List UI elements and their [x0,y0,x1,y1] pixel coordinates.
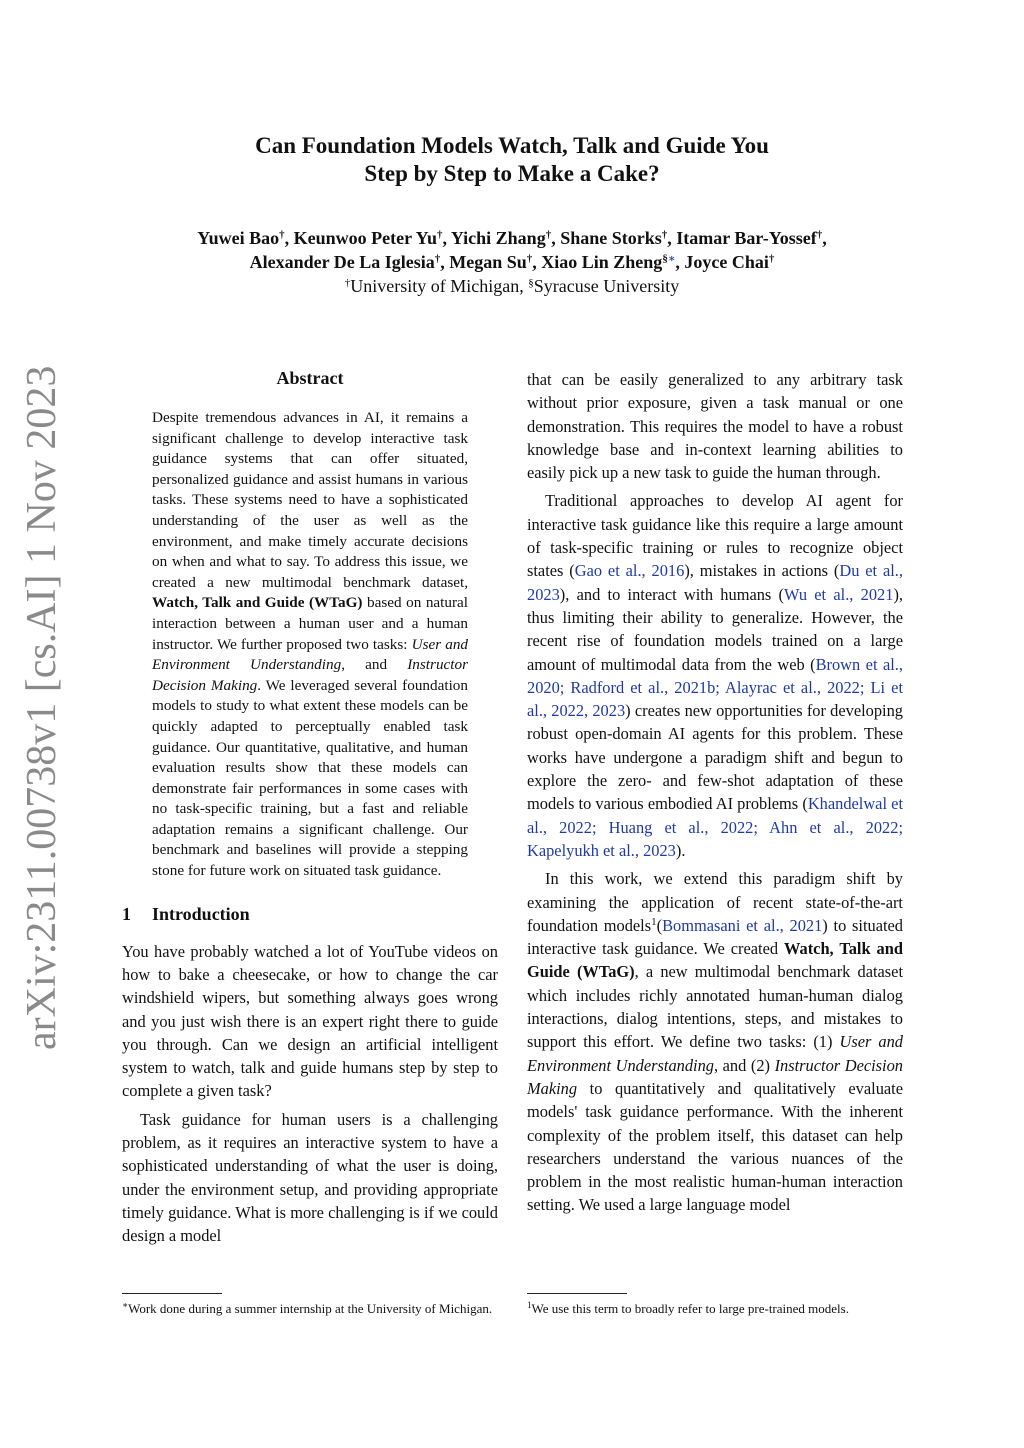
footnote-left [122,1293,498,1317]
author-name: Joyce Chai [684,252,769,272]
paragraph-text: In this work, we extend this paradigm shift by examining the application of recent state-of-the-art foundation models [527,869,903,935]
title-line-2: Step by Step to Make a Cake? [364,161,660,186]
section-heading-introduction [122,902,498,926]
author-name: Xiao Lin Zheng [541,252,663,272]
author-name: Shane Storks [560,228,662,248]
abstract-text-part: Despite tremendous advances in AI, it remains a significant challenge to develop interactive task guidance systems that can offer situated, personalized guidance and assist humans in various tasks. These systems need to have a sophisticated understanding of the user as well as the environment, and make timely accurate decisions on when and what to say. To address this issue, we created a new multimodal benchmark dataset, [152,409,468,591]
affiliation-name: University of Michigan [350,276,520,296]
section-number: 1 [122,903,131,924]
right-column [527,368,903,1217]
task-name: User and Environment Understanding [527,1032,903,1075]
citation-link[interactable]: Khandelwal et al., 2022; Huang et al., 2022; Ahn et al., 2022; Kapelyukh et al., 2023 [527,794,903,860]
author-name: Yichi Zhang [450,228,546,248]
affiliation-mark: † [545,229,552,241]
affiliation-mark: § [528,277,534,289]
section-title: Introduction [152,903,250,924]
footnote-marker[interactable]: 1 [651,915,657,928]
abstract-heading: Abstract [276,368,344,388]
abstract-text-part: based on natural interaction between a human user and a human instructor. We further proposed two tasks: [152,594,468,653]
footnote-link[interactable]: ∗ [667,253,676,265]
footnote-text [527,1300,903,1317]
footnote-text [122,1300,498,1317]
affiliation-mark [662,253,675,265]
paragraph-text: ), mistakes in actions ( [684,561,840,581]
citation-link[interactable]: Gao et al., 2016 [574,561,685,581]
affiliation-mark: † [436,229,443,241]
footnote-mark: ∗ [122,1300,129,1310]
footnote-mark: 1 [527,1300,532,1310]
paragraph-text: ), thus limiting their ability to generalize. However, the recent rise of foundation models trained on a large amount of multimodal data from the web ( [527,584,903,674]
arxiv-identifier-stamp: arXiv:2311.00738v1 [cs.AI] 1 Nov 2023 [19,365,65,1050]
footnote-right [527,1293,903,1317]
affiliation-mark: † [279,229,285,241]
affiliation-mark: † [816,229,823,241]
title-line-1: Can Foundation Models Watch, Talk and Guide You [255,133,769,158]
paper-title [150,132,874,188]
abstract-text-part: , and [341,656,408,674]
paragraph-text: , a new multimodal benchmark dataset which includes richly annotated human-human dialog interactions, dialog intentions, steps, and mistakes to support this effort. We define two tasks: (1) [527,962,904,1052]
intro-paragraph-3: that can be easily generalized to any arbitrary task without prior exposure, given a task manual or one demonstration. This requires the model to have a robust knowledge base and in-context learning abilities to easily pick up a new task to guide the human through. [527,370,903,483]
citation-link[interactable]: Brown et al., 2020; Radford et al., 2021b; Alayrac et al., 2022; Li et al., 2022, 2023 [527,654,903,721]
author-name: Yuwei Bao [197,228,280,248]
paragraph-text: ( [656,915,663,935]
task-name: Instructor Decision Making [527,1055,903,1098]
author-name: Keunwoo Peter Yu [293,228,437,248]
intro-paragraph-2: Task guidance for human users is a challenging problem, as it requires an interactive system to have a sophisticated understanding of what the user is doing, under the environment setup, and providing appropriate timely guidance. What is more challenging is if we could design a model [122,1109,498,1246]
affiliation-mark: † [526,253,533,265]
intro-paragraph-1: You have probably watched a lot of YouTube videos on how to bake a cheesecake, or how to change the car windshield wipers, but something always goes wrong and you just wish there is an expert right there to guide you through. Can we design an artificial intelligent system to watch, talk and guide humans step by step to complete a given task? [122,941,498,1101]
paragraph-text: to quantitatively and qualitatively evaluate models' task guidance performance. With the inherent complexity of the problem itself, this dataset can help researchers understand the various nuances of the problem in the most realistic human-human interaction setting. We used a large language model [527,1078,903,1215]
citation-link[interactable]: Wu et al., 2021 [784,584,894,604]
paragraph-text: Traditional approaches to develop AI agent for interactive task guidance like this require a large amount of task-specific training or rules to recognize object states ( [527,491,903,581]
intro-paragraph-4 [527,489,903,862]
footnote-rule [527,1293,627,1294]
dataset-name: Watch, Talk and Guide (WTaG) [527,939,903,982]
affiliation-mark: † [768,253,775,265]
citation-link[interactable]: Du et al., 2023 [527,561,903,604]
author-name: Alexander De La Iglesia [249,252,435,272]
paragraph-text: ), and to interact with humans ( [559,584,785,604]
task-name: Instructor Decision Making [152,656,468,694]
abstract-text-part: . We leveraged several foundation models to study to what extent these models can be quickly adapted to perceptually enabled task guidance. Our quantitative, qualitative, and human evaluation results show that these models can demonstrate fair performances in some cases with no task-specific training, but a fast and reliable adaptation remains a significant challenge. Our benchmark and baselines will provide a stepping stone for future work on situated task guidance. [152,676,468,880]
citation-link[interactable]: Bommasani et al., 2021 [662,915,823,935]
footnote-body: Work done during a summer internship at the University of Michigan. [128,1301,493,1316]
footnote-body: We use this term to broadly refer to large pre-trained models. [531,1301,849,1316]
affiliation-mark: † [344,277,351,289]
affiliation-mark-symbol: § [662,253,668,265]
intro-paragraph-5 [527,867,903,1216]
left-column [122,364,498,1248]
abstract-text [152,408,468,882]
affiliation-mark: † [434,253,441,265]
author-row-2: Alexander De La Iglesia†, Megan Su†, Xiao Lin Zheng§∗, Joyce Chai† [249,252,775,272]
dataset-name: Watch, Talk and Guide (WTaG) [152,594,363,612]
author-name: Itamar Bar-Yossef [676,228,817,248]
author-block [120,226,904,298]
paragraph-text: ) creates new opportunities for developing robust open-domain AI agents for this problem. These works have undergone a paradigm shift and begun to explore the zero- and few-shot adaptation of these models to various embodied AI problems ( [527,701,903,814]
paragraph-text: ). [675,840,686,860]
paragraph-text: ) to situated interactive task guidance. We created [527,915,903,959]
affiliation-name: Syracuse University [533,276,680,296]
author-name: Megan Su [449,252,527,272]
affiliation-line: †University of Michigan, §Syracuse University [344,276,680,296]
footnote-rule [122,1293,222,1294]
paragraph-text: , and (2) [713,1055,775,1075]
author-row-1: Yuwei Bao†, Keunwoo Peter Yu†, Yichi Zhang†, Shane Storks†, Itamar Bar-Yossef†, [197,228,827,248]
task-name: User and Environment Understanding [152,635,469,674]
affiliation-mark: † [661,229,668,241]
